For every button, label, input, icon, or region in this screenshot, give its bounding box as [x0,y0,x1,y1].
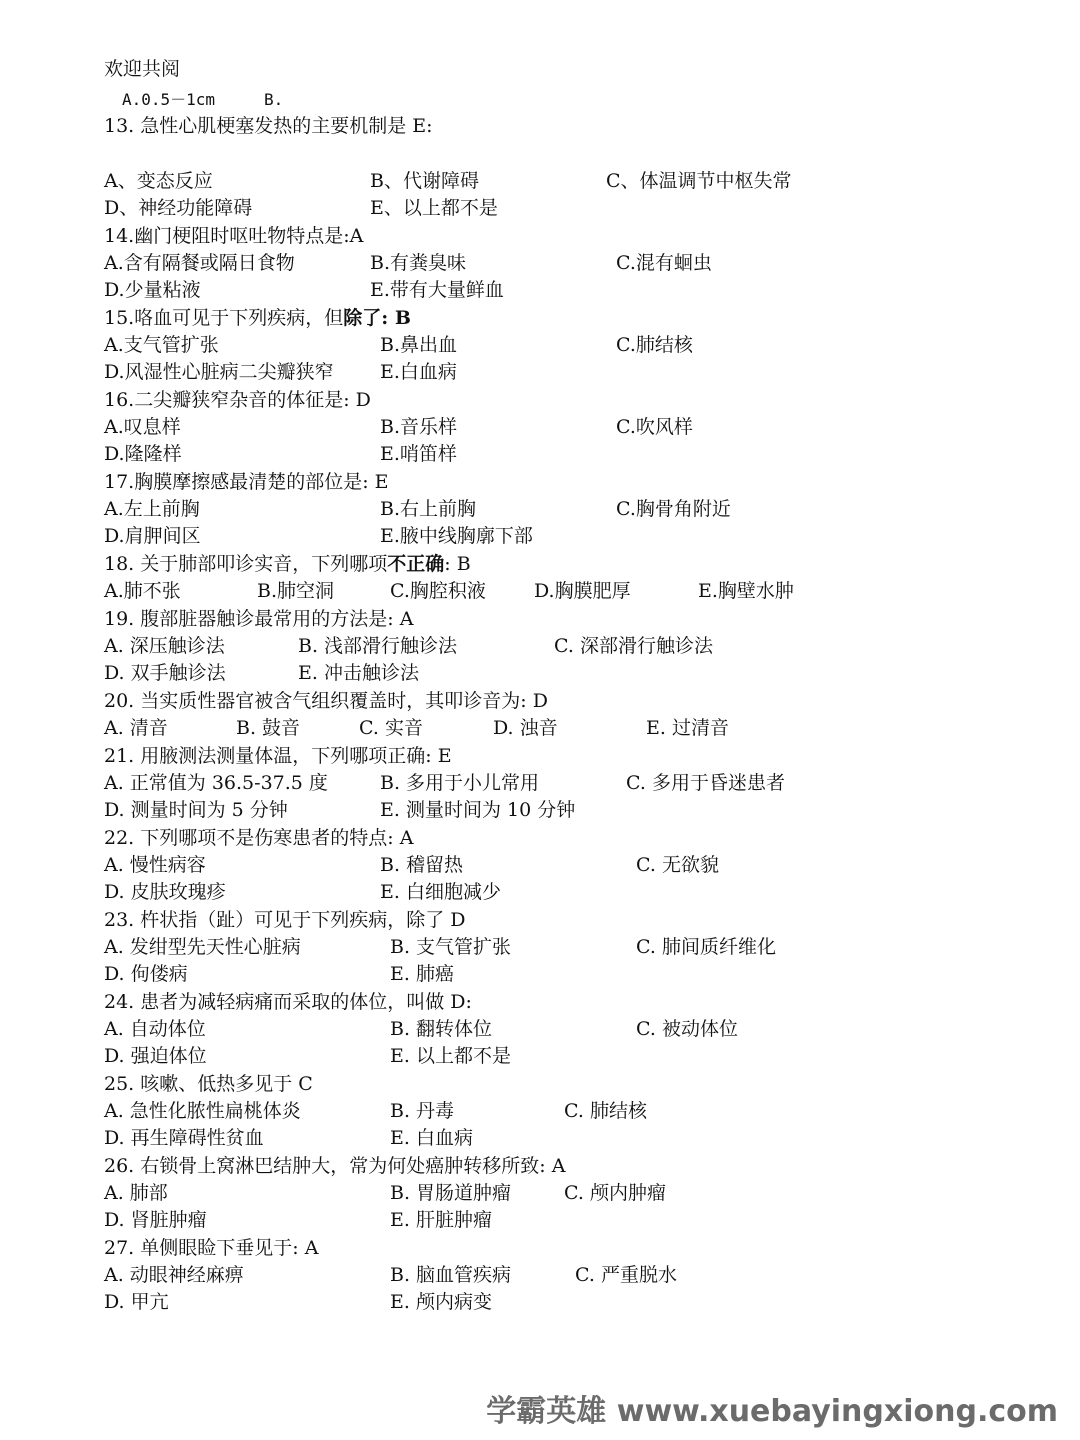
q20-option-d: D. 浊音 [493,717,558,739]
q15-stem-emphasis: 除了: B [343,307,411,329]
question-13-stem: 13. 急性心肌梗塞发热的主要机制是 E: [104,115,433,137]
q15-option-c: C.肺结核 [616,334,693,356]
q15-option-d: D.风湿性心脏病二尖瓣狭窄 [104,361,334,383]
q23-option-e: E. 肺癌 [390,963,454,985]
q23-option-d: D. 佝偻病 [104,963,188,985]
q22-option-c: C. 无欲貌 [636,854,719,876]
question-25-stem: 25. 咳嗽、低热多见于 C [104,1073,313,1095]
q18-option-b: B.肺空洞 [257,580,335,602]
q17-option-d: D.肩胛间区 [104,525,201,547]
q20-option-b: B. 鼓音 [236,717,301,739]
q15-stem-text: 15.咯血可见于下列疾病，但 [104,307,344,329]
q17-option-a: A.左上前胸 [104,498,200,520]
q13-option-e: E、以上都不是 [370,197,498,219]
q14-option-c: C.混有蛔虫 [616,252,712,274]
q15-option-e: E.白血病 [380,361,457,383]
q16-option-b: B.音乐样 [380,416,458,438]
q18-stem-text: 18. 关于肺部叩诊实音，下列哪项 [104,553,388,575]
q24-option-a: A. 自动体位 [104,1018,206,1040]
q16-option-d: D.隆隆样 [104,443,182,465]
q22-option-a: A. 慢性病容 [104,854,206,876]
q16-option-e: E.哨笛样 [380,443,457,465]
question-17-stem: 17.胸膜摩擦感最清楚的部位是: E [104,471,389,493]
question-23-stem: 23. 杵状指（趾）可见于下列疾病，除了 D [104,909,466,931]
question-16-stem: 16.二尖瓣狭窄杂音的体征是: D [104,389,371,411]
q18-option-c: C.胸腔积液 [390,580,486,602]
q19-option-a: A. 深压触诊法 [104,635,225,657]
q20-option-c: C. 实音 [359,717,423,739]
q18-option-d: D.胸膜肥厚 [534,580,631,602]
q27-option-b: B. 脑血管疾病 [390,1264,512,1286]
question-14-stem: 14.幽门梗阻时呕吐物特点是:A [104,225,364,247]
q25-option-d: D. 再生障碍性贫血 [104,1127,264,1149]
fragment-option-a: A.0.5－1cm [122,90,216,109]
question-27-stem: 27. 单侧眼睑下垂见于: A [104,1237,319,1259]
q13-option-a: A、变态反应 [104,170,213,192]
question-15-stem [104,305,411,332]
q19-option-d: D. 双手触诊法 [104,662,226,684]
q18-stem-answer: : B [444,553,471,575]
q22-option-e: E. 白细胞减少 [380,881,501,903]
q20-option-e: E. 过清音 [646,717,729,739]
page-header: 欢迎共阅 [104,58,181,80]
q17-option-e: E.腋中线胸廓下部 [380,525,533,547]
q21-option-d: D. 测量时间为 5 分钟 [104,799,288,821]
q27-option-a: A. 动眼神经麻痹 [104,1264,244,1286]
q13-option-d: D、神经功能障碍 [104,197,253,219]
q15-option-b: B.鼻出血 [380,334,458,356]
q19-option-c: C. 深部滑行触诊法 [554,635,713,657]
question-20-stem: 20. 当实质性器官被含气组织覆盖时，其叩诊音为: D [104,690,548,712]
question-26-stem: 26. 右锁骨上窝淋巴结肿大，常为何处癌肿转移所致: A [104,1155,566,1177]
q14-option-d: D.少量粘液 [104,279,201,301]
q14-option-a: A.含有隔餐或隔日食物 [104,252,295,274]
q19-option-e: E. 冲击触诊法 [298,662,419,684]
q22-option-b: B. 稽留热 [380,854,464,876]
q24-option-c: C. 被动体位 [636,1018,738,1040]
q26-option-c: C. 颅内肿瘤 [564,1182,666,1204]
q23-option-b: B. 支气管扩张 [390,936,512,958]
q21-option-b: B. 多用于小儿常用 [380,772,540,794]
q15-option-a: A.支气管扩张 [104,334,219,356]
q21-option-a: A. 正常值为 36.5-37.5 度 [104,772,328,794]
q16-option-c: C.吹风样 [616,416,693,438]
q24-option-e: E. 以上都不是 [390,1045,511,1067]
q17-option-b: B.右上前胸 [380,498,477,520]
q26-option-e: E. 肝脏肿瘤 [390,1209,492,1231]
q25-option-c: C. 肺结核 [564,1100,647,1122]
fragment-option-b: B. [264,90,284,109]
q23-option-a: A. 发绀型先天性心脏病 [104,936,301,958]
q13-option-b: B、代谢障碍 [370,170,479,192]
q19-option-b: B. 浅部滑行触诊法 [298,635,458,657]
site-watermark: 学霸英雄 www.xuebayingxiong.com [486,1394,1058,1429]
question-21-stem: 21. 用腋测法测量体温，下列哪项正确: E [104,745,452,767]
q21-option-e: E. 测量时间为 10 分钟 [380,799,576,821]
q20-option-a: A. 清音 [104,717,168,739]
q27-option-d: D. 甲亢 [104,1291,169,1313]
q18-option-a: A.肺不张 [104,580,181,602]
question-24-stem: 24. 患者为减轻病痛而采取的体位，叫做 D: [104,991,472,1013]
q23-option-c: C. 肺间质纤维化 [636,936,776,958]
q26-option-a: A. 肺部 [104,1182,168,1204]
q25-option-a: A. 急性化脓性扁桃体炎 [104,1100,301,1122]
q27-option-e: E. 颅内病变 [390,1291,492,1313]
q21-option-c: C. 多用于昏迷患者 [626,772,785,794]
q18-option-e: E.胸壁水肿 [698,580,794,602]
q24-option-b: B. 翻转体位 [390,1018,493,1040]
q27-option-c: C. 严重脱水 [575,1264,677,1286]
q13-option-c: C、体温调节中枢失常 [606,170,792,192]
question-18-stem [104,551,471,578]
q22-option-d: D. 皮肤玫瑰疹 [104,881,226,903]
question-22-stem: 22. 下列哪项不是伤寒患者的特点: A [104,827,414,849]
question-19-stem: 19. 腹部脏器触诊最常用的方法是: A [104,608,414,630]
q25-option-e: E. 白血病 [390,1127,473,1149]
q25-option-b: B. 丹毒 [390,1100,455,1122]
q16-option-a: A.叹息样 [104,416,181,438]
q26-option-b: B. 胃肠道肿瘤 [390,1182,512,1204]
q18-stem-emphasis: 不正确 [387,553,445,575]
q14-option-b: B.有粪臭味 [370,252,467,274]
q26-option-d: D. 肾脏肿瘤 [104,1209,207,1231]
q24-option-d: D. 强迫体位 [104,1045,207,1067]
q17-option-c: C.胸骨角附近 [616,498,731,520]
q14-option-e: E.带有大量鲜血 [370,279,504,301]
